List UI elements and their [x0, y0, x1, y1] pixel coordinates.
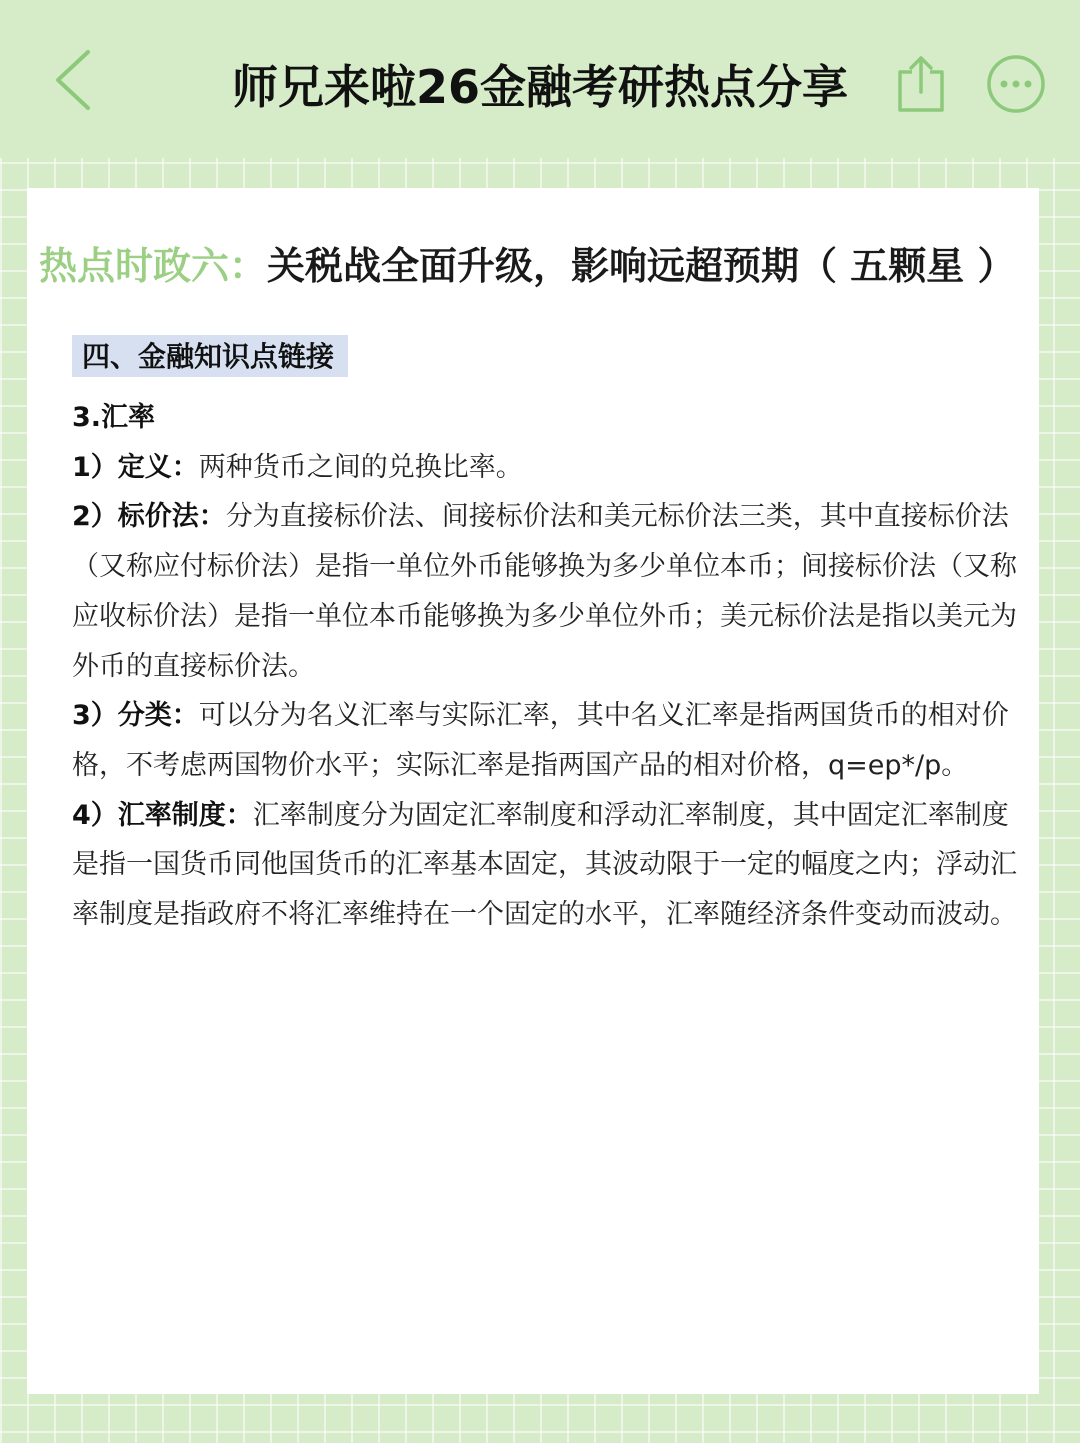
item-label: 2）标价法： — [72, 501, 226, 533]
item-label: 3）分类： — [72, 700, 199, 732]
item-text: 两种货币之间的兑换比率。 — [198, 451, 523, 483]
list-item — [72, 791, 1032, 940]
page-title: 师兄来啦26金融考研热点分享 — [231, 60, 848, 114]
item-text: 可以分为名义汇率与实际汇率，其中名义汇率是指两国货币的相对价格，不考虑两国物价水平；实际汇率是指两国产品的相对价格，q=ep*/p。 — [72, 700, 1009, 781]
item-label: 4）汇率制度： — [72, 799, 253, 831]
list-item — [72, 443, 1032, 493]
item-label: 1）定义： — [72, 451, 199, 483]
section-tag: 四、金融知识点链接 — [72, 335, 348, 377]
chevron-left-icon[interactable] — [48, 48, 100, 112]
topic-heading — [39, 236, 1039, 296]
item-text: 汇率制度分为固定汇率制度和浮动汇率制度，其中固定汇率制度是指一国货币同他国货币的汇率基本固定，其波动限于一定的幅度之内；浮动汇率制度是指政府不将汇率维持在一个固定的水平，汇率随经济条件变动而波动。 — [72, 799, 1017, 931]
heading-text: 关税战全面升级，影响远超预期（ 五颗星 ） — [267, 244, 1016, 288]
top-bar — [0, 0, 1080, 158]
content-card — [27, 188, 1039, 1394]
item-text: 分为直接标价法、间接标价法和美元标价法三类，其中直接标价法（又称应付标价法）是指一单位外币能够换为多少单位本币；间接标价法（又称应收标价法）是指一单位本币能够换为多少单位外币；美元标价法是指以美元为外币的直接标价法。 — [72, 501, 1017, 682]
heading-prefix: 热点时政六： — [39, 244, 268, 288]
share-icon[interactable] — [894, 54, 948, 114]
more-dots-icon[interactable] — [986, 54, 1046, 114]
list-item — [72, 691, 1032, 790]
subtitle: 3.汇率 — [72, 402, 156, 433]
article-body — [72, 393, 1032, 940]
list-item — [72, 492, 1032, 691]
